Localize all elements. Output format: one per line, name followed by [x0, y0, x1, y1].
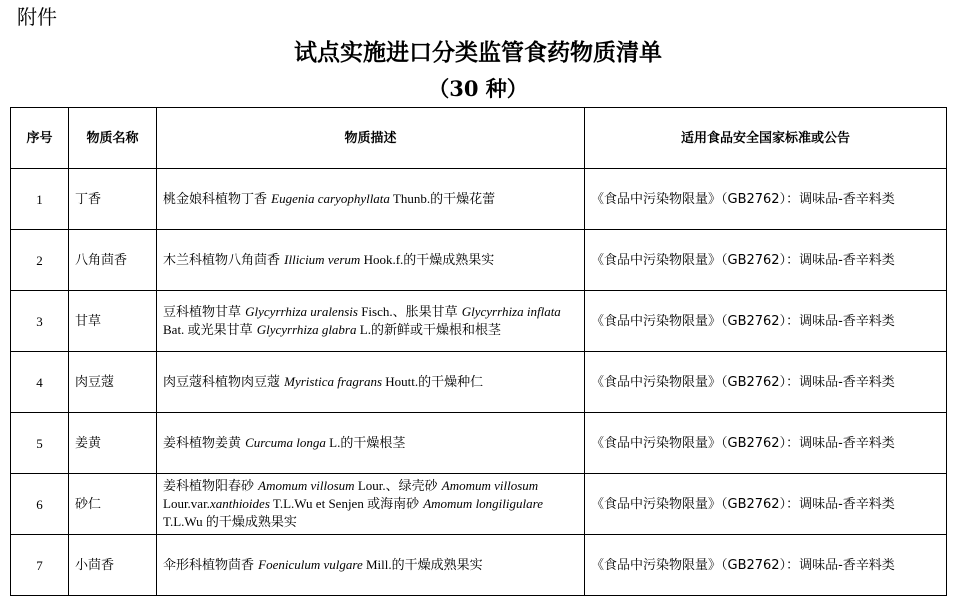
- description-text: 木兰科植物八角茴香: [163, 253, 285, 268]
- description-text: 或海南砂: [367, 497, 424, 512]
- substance-description: [157, 169, 585, 230]
- substance-description: [157, 413, 585, 474]
- latin-species-name: xanthioides: [209, 496, 270, 511]
- row-index: 3: [11, 291, 69, 352]
- substance-name: 甘草: [69, 291, 157, 352]
- description-text: 的干燥种仁: [418, 375, 484, 390]
- header-name: 物质名称: [69, 108, 157, 169]
- page-subtitle: （30 种）: [428, 76, 528, 101]
- latin-author-text: Hook.f.: [360, 252, 404, 267]
- applicable-standard: 《食品中污染物限量》（GB2762）：调味品-香辛料类: [585, 291, 947, 352]
- substance-description: [157, 474, 585, 535]
- latin-author-text: Houtt.: [382, 374, 419, 389]
- latin-species-name: Illicium verum: [284, 252, 361, 267]
- description-text: 豆科植物甘草: [163, 305, 246, 320]
- header-description: 物质描述: [157, 108, 585, 169]
- latin-author-text: Bat.: [163, 322, 188, 337]
- substance-name: 砂仁: [69, 474, 157, 535]
- header-index: 序号: [11, 108, 69, 169]
- table-header-row: [11, 108, 947, 169]
- description-text: 的干燥成熟果实: [391, 558, 483, 573]
- latin-author-text: T.L.Wu et Senjen: [269, 496, 368, 511]
- row-index: 4: [11, 352, 69, 413]
- substance-description: [157, 535, 585, 596]
- applicable-standard: 《食品中污染物限量》（GB2762）：调味品-香辛料类: [585, 535, 947, 596]
- table-row: [11, 413, 947, 474]
- table-row: [11, 352, 947, 413]
- latin-species-name: Foeniculum vulgare: [258, 557, 363, 572]
- latin-author-text: Lour.: [354, 478, 386, 493]
- substance-table: [10, 107, 947, 596]
- description-text: 的干燥根茎: [340, 436, 406, 451]
- description-text: 肉豆蔻科植物肉豆蔻: [163, 375, 285, 390]
- substance-description: [157, 230, 585, 291]
- table-row: [11, 230, 947, 291]
- latin-species-name: Glycyrrhiza glabra: [256, 322, 357, 337]
- description-text: 姜科植物姜黄: [163, 436, 246, 451]
- table-body: [11, 169, 947, 596]
- row-index: 6: [11, 474, 69, 535]
- latin-author-text: Lour.var.: [163, 496, 210, 511]
- latin-species-name: Amomum villosum: [441, 478, 539, 493]
- substance-name: 丁香: [69, 169, 157, 230]
- latin-author-text: L.: [325, 435, 341, 450]
- table-row: [11, 169, 947, 230]
- applicable-standard: 《食品中污染物限量》（GB2762）：调味品-香辛料类: [585, 230, 947, 291]
- description-text: 、胀果甘草: [392, 305, 462, 320]
- description-text: 的干燥成熟果实: [403, 253, 495, 268]
- table-row: [11, 474, 947, 535]
- latin-author-text: T.L.Wu: [163, 514, 206, 529]
- table-row: [11, 291, 947, 352]
- substance-name: 八角茴香: [69, 230, 157, 291]
- description-text: 的干燥花蕾: [430, 192, 496, 207]
- latin-species-name: Eugenia caryophyllata: [271, 191, 390, 206]
- attachment-label: 附件: [17, 5, 57, 29]
- substance-name: 小茴香: [69, 535, 157, 596]
- description-text: 或光果甘草: [187, 323, 257, 338]
- substance-description: [157, 291, 585, 352]
- substance-name: 肉豆蔻: [69, 352, 157, 413]
- latin-author-text: Mill.: [362, 557, 392, 572]
- row-index: 2: [11, 230, 69, 291]
- applicable-standard: 《食品中污染物限量》（GB2762）：调味品-香辛料类: [585, 352, 947, 413]
- latin-author-text: Fisch.: [357, 304, 393, 319]
- applicable-standard: 《食品中污染物限量》（GB2762）：调味品-香辛料类: [585, 474, 947, 535]
- substance-description: [157, 352, 585, 413]
- latin-species-name: Glycyrrhiza inflata: [461, 304, 561, 319]
- latin-author-text: Thunb.: [389, 191, 431, 206]
- description-text: 伞形科植物茴香: [163, 558, 259, 573]
- applicable-standard: 《食品中污染物限量》（GB2762）：调味品-香辛料类: [585, 413, 947, 474]
- latin-species-name: Amomum longiligulare: [423, 496, 543, 511]
- applicable-standard: 《食品中污染物限量》（GB2762）：调味品-香辛料类: [585, 169, 947, 230]
- row-index: 5: [11, 413, 69, 474]
- page-title: 试点实施进口分类监管食药物质清单: [294, 39, 662, 66]
- description-text: 桃金娘科植物丁香: [163, 192, 272, 207]
- row-index: 7: [11, 535, 69, 596]
- latin-species-name: Myristica fragrans: [284, 374, 383, 389]
- description-text: 姜科植物阳春砂: [163, 479, 259, 494]
- latin-species-name: Glycyrrhiza uralensis: [245, 304, 358, 319]
- substance-name: 姜黄: [69, 413, 157, 474]
- latin-species-name: Curcuma longa: [245, 435, 326, 450]
- header-standard: 适用食品安全国家标准或公告: [585, 108, 947, 169]
- description-text: 的干燥成熟果实: [205, 515, 297, 530]
- description-text: 的新鲜或干燥根和根茎: [370, 323, 501, 338]
- description-text: 、绿壳砂: [385, 479, 442, 494]
- latin-species-name: Amomum villosum: [258, 478, 355, 493]
- row-index: 1: [11, 169, 69, 230]
- latin-author-text: L.: [356, 322, 371, 337]
- table-row: [11, 535, 947, 596]
